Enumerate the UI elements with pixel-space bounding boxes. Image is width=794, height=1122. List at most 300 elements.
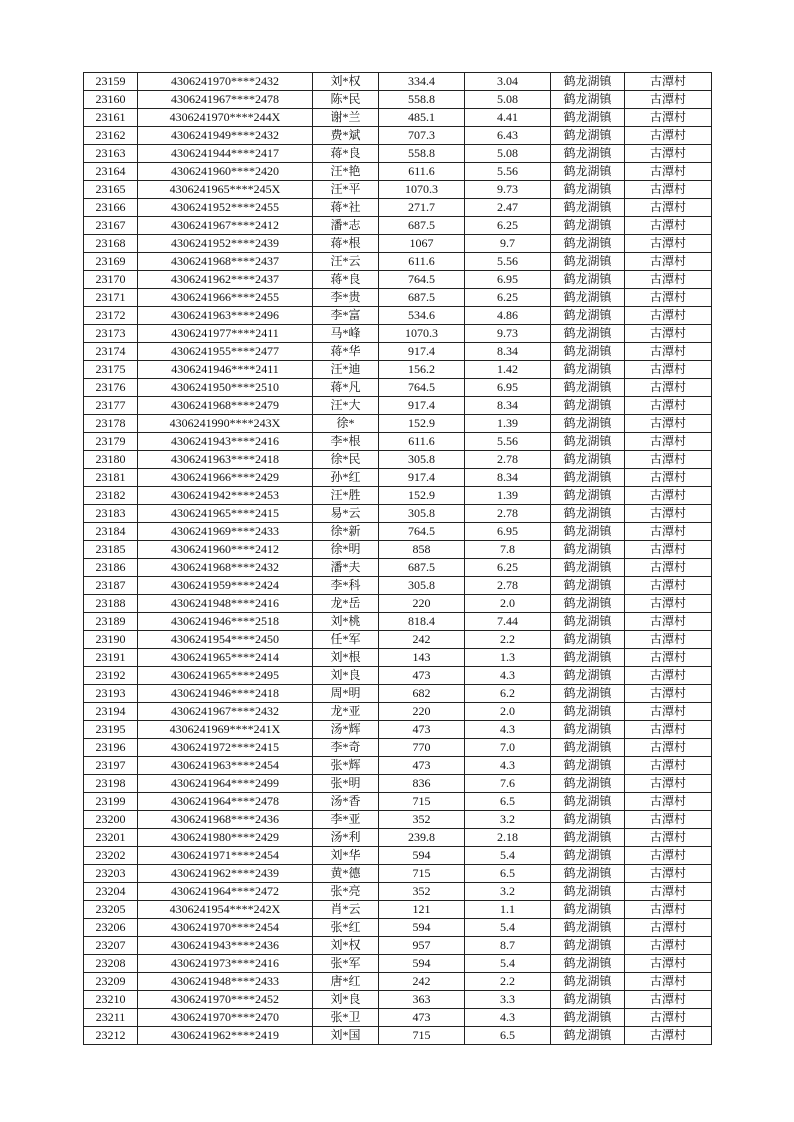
amount-cell: 534.6 [379,307,465,325]
village-cell: 古潭村 [625,379,712,397]
serial-number-cell: 23169 [84,253,138,271]
id-number-cell: 4306241969****2433 [138,523,313,541]
village-cell: 古潭村 [625,973,712,991]
village-cell: 古潭村 [625,883,712,901]
amount-cell: 611.6 [379,163,465,181]
name-cell: 汪*云 [313,253,379,271]
area-cell: 6.95 [465,379,551,397]
amount-cell: 594 [379,847,465,865]
name-cell: 蒋*根 [313,235,379,253]
serial-number-cell: 23161 [84,109,138,127]
serial-number-cell: 23211 [84,1009,138,1027]
id-number-cell: 4306241964****2478 [138,793,313,811]
table-row [84,739,712,757]
id-number-cell: 4306241963****2454 [138,757,313,775]
name-cell: 张*红 [313,919,379,937]
area-cell: 3.3 [465,991,551,1009]
town-cell: 鹤龙湖镇 [551,1027,625,1045]
area-cell: 2.18 [465,829,551,847]
town-cell: 鹤龙湖镇 [551,901,625,919]
town-cell: 鹤龙湖镇 [551,667,625,685]
name-cell: 张*明 [313,775,379,793]
name-cell: 张*辉 [313,757,379,775]
village-cell: 古潭村 [625,343,712,361]
town-cell: 鹤龙湖镇 [551,883,625,901]
serial-number-cell: 23175 [84,361,138,379]
area-cell: 2.2 [465,631,551,649]
serial-number-cell: 23178 [84,415,138,433]
amount-cell: 473 [379,1009,465,1027]
area-cell: 1.39 [465,415,551,433]
amount-cell: 917.4 [379,343,465,361]
town-cell: 鹤龙湖镇 [551,613,625,631]
amount-cell: 715 [379,865,465,883]
area-cell: 8.34 [465,343,551,361]
village-cell: 古潭村 [625,325,712,343]
serial-number-cell: 23160 [84,91,138,109]
village-cell: 古潭村 [625,937,712,955]
village-cell: 古潭村 [625,163,712,181]
village-cell: 古潭村 [625,541,712,559]
town-cell: 鹤龙湖镇 [551,739,625,757]
id-number-cell: 4306241943****2416 [138,433,313,451]
table-row [84,379,712,397]
table-row [84,649,712,667]
table-row [84,523,712,541]
table-row [84,91,712,109]
name-cell: 刘*良 [313,991,379,1009]
amount-cell: 818.4 [379,613,465,631]
amount-cell: 682 [379,685,465,703]
id-number-cell: 4306241965****2414 [138,649,313,667]
area-cell: 6.5 [465,793,551,811]
village-cell: 古潭村 [625,487,712,505]
village-cell: 古潭村 [625,703,712,721]
village-cell: 古潭村 [625,613,712,631]
area-cell: 6.25 [465,559,551,577]
id-number-cell: 4306241965****245X [138,181,313,199]
area-cell: 5.4 [465,955,551,973]
amount-cell: 473 [379,757,465,775]
table-row [84,559,712,577]
id-number-cell: 4306241967****2478 [138,91,313,109]
area-cell: 4.3 [465,721,551,739]
name-cell: 唐*红 [313,973,379,991]
name-cell: 汪*平 [313,181,379,199]
area-cell: 1.42 [465,361,551,379]
village-cell: 古潭村 [625,433,712,451]
amount-cell: 707.3 [379,127,465,145]
table-row [84,775,712,793]
id-number-cell: 4306241962****2439 [138,865,313,883]
table-row [84,253,712,271]
amount-cell: 836 [379,775,465,793]
amount-cell: 305.8 [379,451,465,469]
table-row [84,415,712,433]
serial-number-cell: 23195 [84,721,138,739]
amount-cell: 352 [379,811,465,829]
amount-cell: 143 [379,649,465,667]
name-cell: 刘*桃 [313,613,379,631]
amount-cell: 271.7 [379,199,465,217]
table-row [84,397,712,415]
id-number-cell: 4306241967****2412 [138,217,313,235]
area-cell: 3.04 [465,73,551,91]
town-cell: 鹤龙湖镇 [551,163,625,181]
id-number-cell: 4306241966****2429 [138,469,313,487]
village-cell: 古潭村 [625,73,712,91]
area-cell: 5.56 [465,163,551,181]
serial-number-cell: 23171 [84,289,138,307]
table-row [84,433,712,451]
town-cell: 鹤龙湖镇 [551,487,625,505]
table-row [84,289,712,307]
table-row [84,541,712,559]
town-cell: 鹤龙湖镇 [551,793,625,811]
area-cell: 6.95 [465,271,551,289]
amount-cell: 917.4 [379,397,465,415]
serial-number-cell: 23200 [84,811,138,829]
name-cell: 徐*明 [313,541,379,559]
id-number-cell: 4306241962****2437 [138,271,313,289]
id-number-cell: 4306241972****2415 [138,739,313,757]
town-cell: 鹤龙湖镇 [551,775,625,793]
name-cell: 任*军 [313,631,379,649]
village-cell: 古潭村 [625,415,712,433]
name-cell: 汪*艳 [313,163,379,181]
town-cell: 鹤龙湖镇 [551,631,625,649]
id-number-cell: 4306241968****2479 [138,397,313,415]
serial-number-cell: 23177 [84,397,138,415]
town-cell: 鹤龙湖镇 [551,721,625,739]
area-cell: 4.86 [465,307,551,325]
table-row [84,667,712,685]
serial-number-cell: 23165 [84,181,138,199]
id-number-cell: 4306241964****2472 [138,883,313,901]
amount-cell: 242 [379,631,465,649]
name-cell: 孙*红 [313,469,379,487]
serial-number-cell: 23168 [84,235,138,253]
serial-number-cell: 23204 [84,883,138,901]
village-cell: 古潭村 [625,577,712,595]
name-cell: 李*富 [313,307,379,325]
name-cell: 陈*民 [313,91,379,109]
serial-number-cell: 23202 [84,847,138,865]
name-cell: 潘*夫 [313,559,379,577]
name-cell: 易*云 [313,505,379,523]
serial-number-cell: 23194 [84,703,138,721]
town-cell: 鹤龙湖镇 [551,307,625,325]
serial-number-cell: 23199 [84,793,138,811]
table-row [84,73,712,91]
name-cell: 周*明 [313,685,379,703]
area-cell: 3.2 [465,883,551,901]
table-row [84,199,712,217]
amount-cell: 764.5 [379,523,465,541]
id-number-cell: 4306241960****2420 [138,163,313,181]
village-cell: 古潭村 [625,199,712,217]
amount-cell: 858 [379,541,465,559]
amount-cell: 1070.3 [379,181,465,199]
id-number-cell: 4306241973****2416 [138,955,313,973]
name-cell: 汤*香 [313,793,379,811]
table-row [84,883,712,901]
amount-cell: 152.9 [379,415,465,433]
serial-number-cell: 23192 [84,667,138,685]
id-number-cell: 4306241968****2432 [138,559,313,577]
village-cell: 古潭村 [625,1027,712,1045]
area-cell: 6.5 [465,865,551,883]
name-cell: 蒋*社 [313,199,379,217]
id-number-cell: 4306241966****2455 [138,289,313,307]
area-cell: 9.73 [465,181,551,199]
town-cell: 鹤龙湖镇 [551,1009,625,1027]
id-number-cell: 4306241946****2418 [138,685,313,703]
name-cell: 刘*华 [313,847,379,865]
village-cell: 古潭村 [625,685,712,703]
id-number-cell: 4306241970****244X [138,109,313,127]
amount-cell: 687.5 [379,559,465,577]
amount-cell: 121 [379,901,465,919]
table-row [84,955,712,973]
id-number-cell: 4306241954****2450 [138,631,313,649]
table-row [84,595,712,613]
area-cell: 5.08 [465,145,551,163]
amount-cell: 152.9 [379,487,465,505]
id-number-cell: 4306241970****2454 [138,919,313,937]
amount-cell: 687.5 [379,289,465,307]
town-cell: 鹤龙湖镇 [551,541,625,559]
village-cell: 古潭村 [625,505,712,523]
name-cell: 刘*权 [313,937,379,955]
area-cell: 4.3 [465,757,551,775]
village-cell: 古潭村 [625,523,712,541]
serial-number-cell: 23198 [84,775,138,793]
town-cell: 鹤龙湖镇 [551,343,625,361]
amount-cell: 220 [379,595,465,613]
area-cell: 6.2 [465,685,551,703]
area-cell: 5.4 [465,847,551,865]
amount-cell: 764.5 [379,271,465,289]
town-cell: 鹤龙湖镇 [551,325,625,343]
village-cell: 古潭村 [625,649,712,667]
id-number-cell: 4306241949****2432 [138,127,313,145]
name-cell: 谢*兰 [313,109,379,127]
village-cell: 古潭村 [625,451,712,469]
name-cell: 蒋*凡 [313,379,379,397]
amount-cell: 242 [379,973,465,991]
serial-number-cell: 23181 [84,469,138,487]
town-cell: 鹤龙湖镇 [551,379,625,397]
serial-number-cell: 23190 [84,631,138,649]
town-cell: 鹤龙湖镇 [551,973,625,991]
village-cell: 古潭村 [625,397,712,415]
amount-cell: 485.1 [379,109,465,127]
name-cell: 汪*胜 [313,487,379,505]
amount-cell: 558.8 [379,145,465,163]
area-cell: 6.25 [465,289,551,307]
serial-number-cell: 23196 [84,739,138,757]
table-row [84,937,712,955]
town-cell: 鹤龙湖镇 [551,451,625,469]
name-cell: 刘*良 [313,667,379,685]
table-row [84,577,712,595]
table-row [84,811,712,829]
name-cell: 汤*辉 [313,721,379,739]
id-number-cell: 4306241963****2496 [138,307,313,325]
table-row [84,145,712,163]
amount-cell: 239.8 [379,829,465,847]
table-row [84,361,712,379]
serial-number-cell: 23176 [84,379,138,397]
town-cell: 鹤龙湖镇 [551,199,625,217]
table-row [84,973,712,991]
name-cell: 汪*大 [313,397,379,415]
town-cell: 鹤龙湖镇 [551,145,625,163]
table-row [84,865,712,883]
serial-number-cell: 23162 [84,127,138,145]
name-cell: 汪*迪 [313,361,379,379]
town-cell: 鹤龙湖镇 [551,595,625,613]
area-cell: 8.34 [465,469,551,487]
table-row [84,685,712,703]
name-cell: 肖*云 [313,901,379,919]
area-cell: 5.56 [465,253,551,271]
table-row [84,505,712,523]
town-cell: 鹤龙湖镇 [551,289,625,307]
name-cell: 蒋*良 [313,271,379,289]
table-row [84,235,712,253]
id-number-cell: 4306241990****243X [138,415,313,433]
table-row [84,919,712,937]
amount-cell: 305.8 [379,505,465,523]
amount-cell: 594 [379,955,465,973]
town-cell: 鹤龙湖镇 [551,559,625,577]
table-row [84,271,712,289]
town-cell: 鹤龙湖镇 [551,433,625,451]
village-cell: 古潭村 [625,631,712,649]
serial-number-cell: 23186 [84,559,138,577]
table-row [84,469,712,487]
serial-number-cell: 23164 [84,163,138,181]
area-cell: 2.47 [465,199,551,217]
serial-number-cell: 23172 [84,307,138,325]
name-cell: 李*科 [313,577,379,595]
table-row [84,487,712,505]
id-number-cell: 4306241955****2477 [138,343,313,361]
name-cell: 张*亮 [313,883,379,901]
area-cell: 7.44 [465,613,551,631]
id-number-cell: 4306241950****2510 [138,379,313,397]
serial-number-cell: 23184 [84,523,138,541]
village-cell: 古潭村 [625,847,712,865]
town-cell: 鹤龙湖镇 [551,865,625,883]
village-cell: 古潭村 [625,991,712,1009]
table-row [84,757,712,775]
name-cell: 龙*岳 [313,595,379,613]
area-cell: 9.73 [465,325,551,343]
table-row [84,1009,712,1027]
id-number-cell: 4306241968****2437 [138,253,313,271]
table-row [84,343,712,361]
name-cell: 蒋*华 [313,343,379,361]
amount-cell: 770 [379,739,465,757]
id-number-cell: 4306241965****2415 [138,505,313,523]
serial-number-cell: 23182 [84,487,138,505]
name-cell: 李*贵 [313,289,379,307]
village-cell: 古潭村 [625,919,712,937]
town-cell: 鹤龙湖镇 [551,109,625,127]
area-cell: 1.1 [465,901,551,919]
name-cell: 黄*德 [313,865,379,883]
village-cell: 古潭村 [625,145,712,163]
village-cell: 古潭村 [625,757,712,775]
serial-number-cell: 23163 [84,145,138,163]
town-cell: 鹤龙湖镇 [551,415,625,433]
area-cell: 3.2 [465,811,551,829]
town-cell: 鹤龙湖镇 [551,937,625,955]
village-cell: 古潭村 [625,793,712,811]
town-cell: 鹤龙湖镇 [551,649,625,667]
serial-number-cell: 23193 [84,685,138,703]
amount-cell: 558.8 [379,91,465,109]
amount-cell: 352 [379,883,465,901]
area-cell: 7.6 [465,775,551,793]
amount-cell: 611.6 [379,433,465,451]
area-cell: 8.7 [465,937,551,955]
name-cell: 马*峰 [313,325,379,343]
amount-cell: 764.5 [379,379,465,397]
village-cell: 古潭村 [625,865,712,883]
serial-number-cell: 23209 [84,973,138,991]
serial-number-cell: 23203 [84,865,138,883]
village-cell: 古潭村 [625,253,712,271]
serial-number-cell: 23188 [84,595,138,613]
name-cell: 蒋*良 [313,145,379,163]
table-row [84,829,712,847]
id-number-cell: 4306241970****2470 [138,1009,313,1027]
serial-number-cell: 23174 [84,343,138,361]
id-number-cell: 4306241962****2419 [138,1027,313,1045]
table-row [84,793,712,811]
id-number-cell: 4306241969****241X [138,721,313,739]
amount-cell: 1067 [379,235,465,253]
village-cell: 古潭村 [625,289,712,307]
serial-number-cell: 23205 [84,901,138,919]
serial-number-cell: 23173 [84,325,138,343]
table-row [84,901,712,919]
area-cell: 2.78 [465,451,551,469]
town-cell: 鹤龙湖镇 [551,829,625,847]
name-cell: 李*奇 [313,739,379,757]
id-number-cell: 4306241965****2495 [138,667,313,685]
id-number-cell: 4306241970****2432 [138,73,313,91]
area-cell: 6.43 [465,127,551,145]
town-cell: 鹤龙湖镇 [551,577,625,595]
town-cell: 鹤龙湖镇 [551,91,625,109]
village-cell: 古潭村 [625,235,712,253]
name-cell: 李*亚 [313,811,379,829]
town-cell: 鹤龙湖镇 [551,505,625,523]
table-row [84,325,712,343]
serial-number-cell: 23180 [84,451,138,469]
village-cell: 古潭村 [625,667,712,685]
serial-number-cell: 23201 [84,829,138,847]
id-number-cell: 4306241968****2436 [138,811,313,829]
amount-cell: 473 [379,667,465,685]
town-cell: 鹤龙湖镇 [551,811,625,829]
id-number-cell: 4306241960****2412 [138,541,313,559]
